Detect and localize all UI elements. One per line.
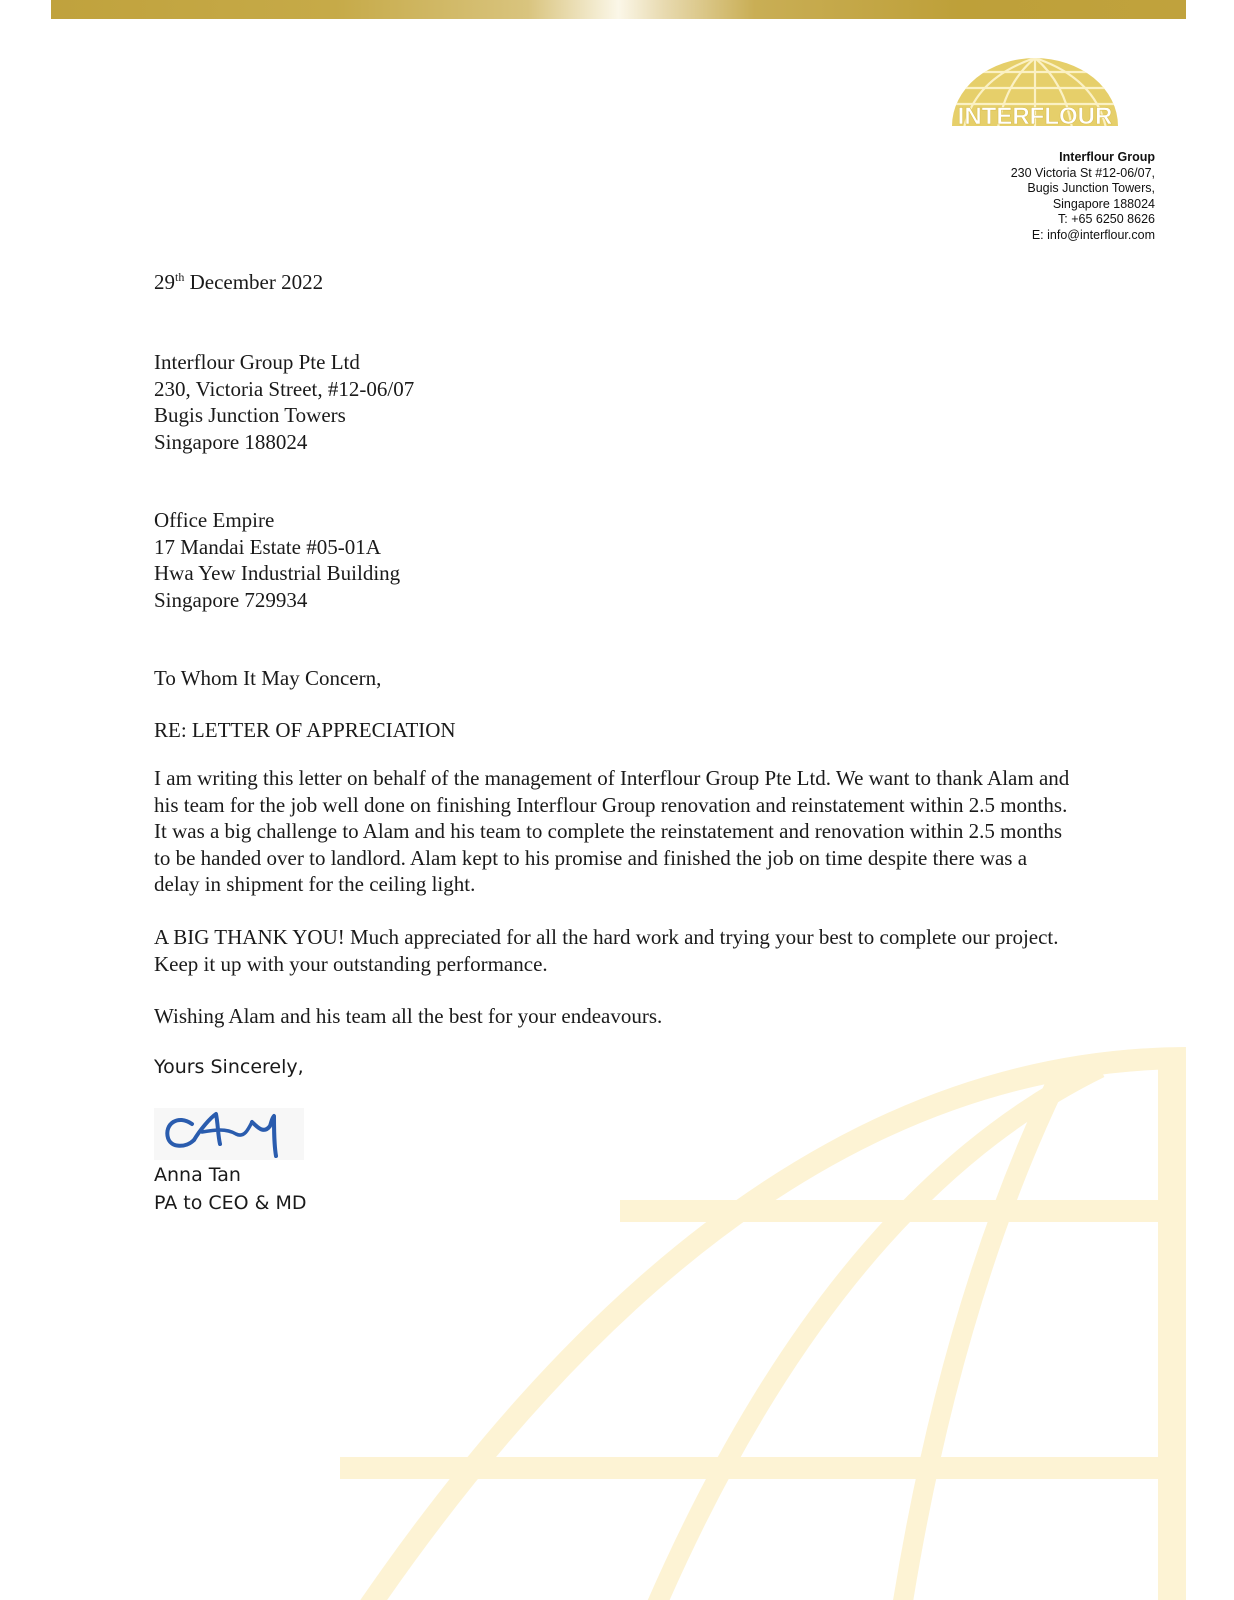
- company-name: Interflour Group: [1059, 150, 1155, 164]
- recipient-address: [154, 507, 400, 613]
- address-line: 230 Victoria St #12-06/07,: [1010, 165, 1155, 180]
- recipient-line: 17 Mandai Estate #05-01A: [154, 534, 381, 559]
- closing: Yours Sincerely,: [154, 1056, 304, 1078]
- logo-wordmark: INTERFLOUR: [957, 103, 1113, 128]
- recipient-line: Hwa Yew Industrial Building: [154, 561, 401, 585]
- recipient-line: Office Empire: [154, 508, 275, 532]
- recipient-line: Singapore 729934: [154, 587, 308, 612]
- date-day: 29: [154, 270, 175, 294]
- sender-line: 230, Victoria Street, #12-06/07: [154, 376, 415, 401]
- body-paragraph-3: Wishing Alam and his team all the best for your endeavours.: [154, 1004, 663, 1028]
- sender-line: Interflour Group Pte Ltd: [154, 350, 360, 374]
- sender-address: [154, 349, 414, 455]
- subject-line: RE: LETTER OF APPRECIATION: [154, 718, 456, 742]
- signatory-name: Anna Tan: [154, 1164, 241, 1186]
- salutation: To Whom It May Concern,: [154, 666, 382, 690]
- sender-line: Bugis Junction Towers: [154, 403, 346, 427]
- handwritten-signature: [154, 1108, 304, 1160]
- interflour-logo: [950, 58, 1120, 128]
- sender-line: Singapore 188024: [154, 429, 308, 454]
- phone-number: T: +65 6250 8626: [1058, 212, 1155, 226]
- signatory-title: PA to CEO & MD: [154, 1192, 307, 1214]
- address-line: Singapore 188024: [1052, 196, 1155, 211]
- address-line: Bugis Junction Towers,: [1027, 181, 1155, 195]
- letter-date: [154, 270, 323, 295]
- date-month-year: December 2022: [184, 270, 324, 294]
- body-paragraph-1: I am writing this letter on behalf of the management of Interflour Group Pte Ltd. We want to thank Alam and his team for the job well done on finishing Interflour Group renovation and reinstatement within 2.5 months. It was a big challenge to Alam and his team to complete the reinstatement and renovation within 2.5 months to be handed over to landlord. Alam kept to his promise and finished the job on time despite there was a delay in shipment for the ceiling light.: [154, 766, 1070, 896]
- email-address: E: info@interflour.com: [1031, 227, 1155, 242]
- body-paragraph-2: A BIG THANK YOU! Much appreciated for all the hard work and trying your best to complete our project. Keep it up with your outstanding performance.: [154, 925, 1059, 976]
- letterhead-address: [1011, 150, 1155, 243]
- date-suffix: th: [175, 270, 185, 284]
